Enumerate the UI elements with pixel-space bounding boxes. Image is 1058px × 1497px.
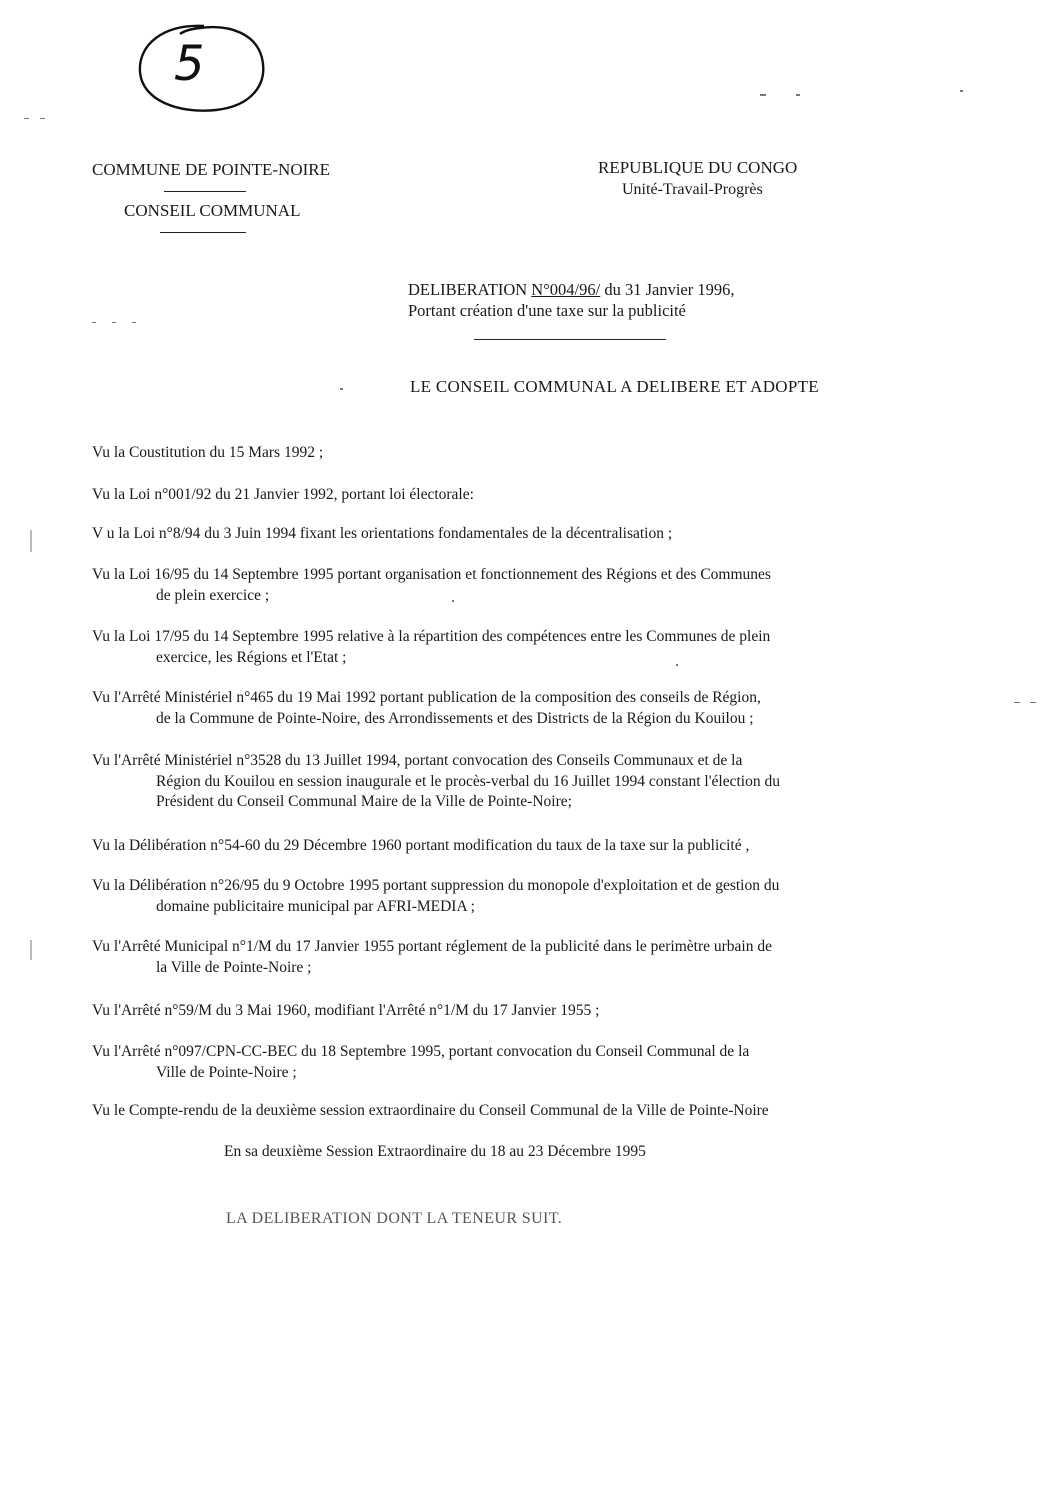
scan-speck [132,322,136,323]
vu-item-10: Vu l'Arrêté Municipal n°1/M du 17 Janvier 1955 portant réglement de la publicité dans le perimètre urbain de la Ville de Pointe-Noire ; [92,938,772,976]
scan-speck [1030,702,1036,703]
scan-speck [760,94,766,96]
vu-item-6: Vu l'Arrêté Ministériel n°465 du 19 Mai 1992 portant publication de la composition des conseils de Région, de la Commune de Pointe-Noire, des Arrondissements et des Districts de la Région du Kouilou ; [92,689,761,727]
motto: Unité-Travail-Progrès [622,181,763,198]
scan-speck [112,322,116,323]
scan-speck [30,940,32,960]
scan-speck [960,90,963,92]
vu-item-5: Vu la Loi 17/95 du 14 Septembre 1995 relative à la répartition des compétences entre les Communes de plein exercice, les Régions et l'Etat ; [92,628,771,666]
vu-item-12: Vu l'Arrêté n°097/CPN-CC-BEC du 18 Septembre 1995, portant convocation du Conseil Communal de la Ville de Pointe-Noire ; [92,1043,750,1081]
vu-item-8: Vu la Délibération n°54-60 du 29 Décembre 1960 portant modification du taux de la taxe sur la publicité , [92,837,750,854]
republic-name: REPUBLIQUE DU CONGO [598,158,798,177]
session-line: En sa deuxième Session Extraordinaire du 18 au 23 Décembre 1995 [224,1143,646,1160]
vu-item-4: Vu la Loi 16/95 du 14 Septembre 1995 portant organisation et fonctionnement des Régions et des Communes de plein exercice ; [92,566,771,604]
deliberation-date: du 31 Janvier 1996, [600,280,735,299]
scan-speck [40,118,45,119]
vu-item-3: V u la Loi n°8/94 du 3 Juin 1994 fixant les orientations fondamentales de la décentralisation ; [92,525,673,542]
vu-item-1: Vu la Coustitution du 15 Mars 1992 ; [92,444,324,461]
header-left-rule-1 [164,191,246,192]
adoption-heading: LE CONSEIL COMMUNAL A DELIBERE ET ADOPTE [410,377,819,396]
scan-speck [340,388,343,390]
scan-speck [452,600,454,602]
scan-speck [24,118,29,119]
deliberation-number: N°004/96/ [531,280,601,299]
closing-line: LA DELIBERATION DONT LA TENEUR SUIT. [226,1210,563,1227]
title-rule [474,339,666,340]
scan-speck [92,322,96,323]
vu-item-11: Vu l'Arrêté n°59/M du 3 Mai 1960, modifiant l'Arrêté n°1/M du 17 Janvier 1955 ; [92,1002,600,1019]
header-left-rule-2 [160,232,246,233]
scan-speck [1014,702,1020,703]
council-name: CONSEIL COMMUNAL [124,201,301,220]
vu-item-7: Vu l'Arrêté Ministériel n°3528 du 13 Juillet 1994, portant convocation des Conseils Communaux et de la Région du Kouilou en session inaugurale et le procès-verbal du 16 Juillet 1994 constant l'élection du Président du Conseil Communal Maire de la Ville de Pointe-Noire; [92,752,780,810]
deliberation-title [408,279,735,300]
handwritten-number: 5 [174,36,205,92]
vu-item-13: Vu le Compte-rendu de la deuxième session extraordinaire du Conseil Communal de la Ville de Pointe-Noire [92,1102,769,1119]
commune-name: COMMUNE DE POINTE-NOIRE [92,160,330,179]
deliberation-subtitle: Portant création d'une taxe sur la publicité [408,301,686,320]
deliberation-prefix: DELIBERATION [408,280,532,299]
vu-item-9: Vu la Délibération n°26/95 du 9 Octobre 1995 portant suppression du monopole d'exploitation et de gestion du domaine publicitaire municipal par AFRI-MEDIA ; [92,877,780,915]
scan-speck [30,530,32,552]
scan-speck [796,94,800,96]
scan-speck [676,664,678,666]
vu-item-2: Vu la Loi n°001/92 du 21 Janvier 1992, portant loi électorale: [92,486,474,503]
